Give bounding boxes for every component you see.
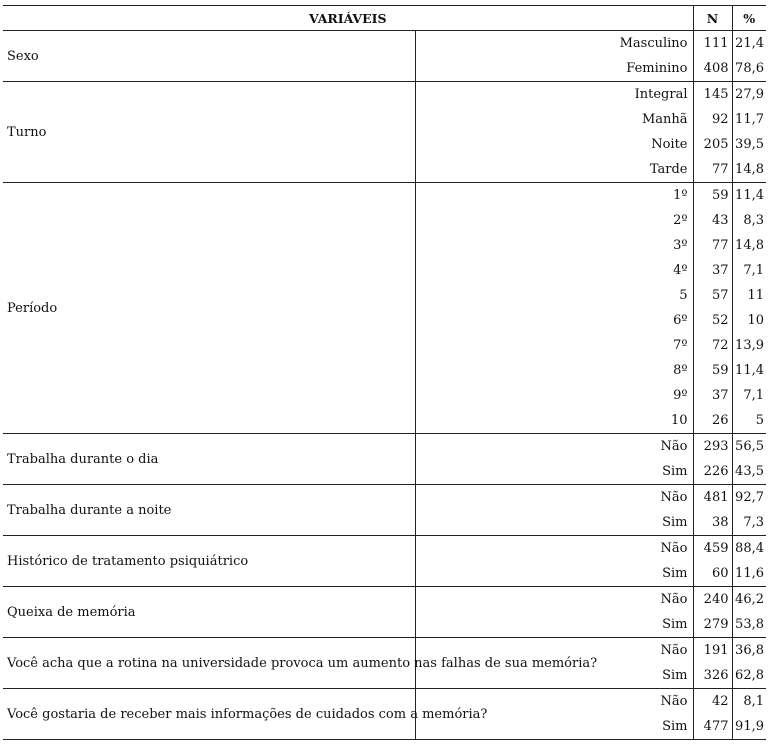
category-cell: 3º: [673, 238, 688, 253]
category-cell: Não: [660, 490, 688, 505]
percent-cell: 56,5: [732, 434, 766, 460]
category-cell: Sim: [415, 663, 693, 689]
percent-cell: 43,5: [732, 459, 766, 485]
table-row: [3, 689, 766, 715]
variable-label: Você acha que a rotina na universidade provoca um aumento nas falhas de sua memória?: [3, 638, 415, 689]
header-variables: VARIÁVEIS: [3, 6, 693, 31]
category-cell: Sim: [415, 459, 693, 485]
variable-label: Trabalha durante a noite: [3, 485, 415, 536]
n-cell: 279: [693, 612, 732, 638]
category-cell: 5: [679, 288, 688, 303]
n-cell: 77: [693, 157, 732, 183]
variable-label: Sexo: [3, 31, 415, 82]
n-cell: 111: [693, 31, 732, 57]
category-cell: Masculino: [619, 36, 688, 51]
variable-label: Turno: [3, 82, 415, 183]
category-cell: Sim: [415, 714, 693, 740]
n-cell: 60: [693, 561, 732, 587]
percent-cell: 62,8: [732, 663, 766, 689]
category-cell: Noite: [651, 137, 688, 152]
category-cell: Manhã: [641, 112, 688, 127]
n-cell: 293: [693, 434, 732, 460]
percent-cell: 10: [732, 308, 766, 333]
category-cell: Não: [660, 541, 688, 556]
n-cell: 72: [693, 333, 732, 358]
percent-cell: 11: [732, 283, 766, 308]
header-row: [3, 6, 766, 31]
n-cell: 326: [693, 663, 732, 689]
table-row: [3, 536, 766, 562]
percent-cell: 91,9: [732, 714, 766, 740]
percent-cell: 8,3: [732, 208, 766, 233]
table-row: [3, 82, 766, 108]
n-cell: 226: [693, 459, 732, 485]
n-cell: 481: [693, 485, 732, 511]
category-cell: Sim: [415, 561, 693, 587]
category-cell: Sim: [415, 510, 693, 536]
percent-cell: 27,9: [732, 82, 766, 108]
header-n: N: [693, 6, 732, 31]
table-row: [3, 587, 766, 613]
n-cell: 42: [693, 689, 732, 715]
category-cell: Sim: [415, 612, 693, 638]
category-cell: 2º: [673, 213, 688, 228]
category-cell: 10: [415, 408, 693, 434]
percent-cell: 36,8: [732, 638, 766, 664]
percent-cell: 46,2: [732, 587, 766, 613]
n-cell: 38: [693, 510, 732, 536]
category-cell: 1º: [673, 188, 688, 203]
variable-label: Queixa de memória: [3, 587, 415, 638]
category-cell: Integral: [634, 87, 688, 102]
n-cell: 408: [693, 56, 732, 82]
category-cell: 4º: [673, 263, 688, 278]
category-cell: Não: [660, 592, 688, 607]
n-cell: 191: [693, 638, 732, 664]
category-cell: Não: [660, 439, 688, 454]
percent-cell: 88,4: [732, 536, 766, 562]
table-row: [3, 434, 766, 460]
n-cell: 43: [693, 208, 732, 233]
n-cell: 145: [693, 82, 732, 108]
n-cell: 52: [693, 308, 732, 333]
category-cell: 8º: [673, 363, 688, 378]
percent-cell: 39,5: [732, 132, 766, 157]
category-cell: 6º: [673, 313, 688, 328]
percent-cell: 21,4: [732, 31, 766, 57]
percent-cell: 5: [732, 408, 766, 434]
percent-cell: 13,9: [732, 333, 766, 358]
percent-cell: 11,6: [732, 561, 766, 587]
percent-cell: 8,1: [732, 689, 766, 715]
n-cell: 240: [693, 587, 732, 613]
category-cell: Feminino: [415, 56, 693, 82]
category-cell: Tarde: [415, 157, 693, 183]
variable-label: Histórico de tratamento psiquiátrico: [3, 536, 415, 587]
n-cell: 59: [693, 358, 732, 383]
percent-cell: 53,8: [732, 612, 766, 638]
n-cell: 205: [693, 132, 732, 157]
category-cell: 7º: [673, 338, 688, 353]
n-cell: 477: [693, 714, 732, 740]
n-cell: 57: [693, 283, 732, 308]
percent-cell: 7,1: [732, 258, 766, 283]
percent-cell: 92,7: [732, 485, 766, 511]
percent-cell: 14,8: [732, 157, 766, 183]
table-row: [3, 638, 766, 664]
category-cell: 9º: [673, 388, 688, 403]
percent-cell: 7,3: [732, 510, 766, 536]
variable-label: Trabalha durante o dia: [3, 434, 415, 485]
variables-table: [3, 5, 766, 740]
table-row: [3, 183, 766, 209]
category-cell: Não: [660, 694, 688, 709]
n-cell: 459: [693, 536, 732, 562]
n-cell: 77: [693, 233, 732, 258]
n-cell: 92: [693, 107, 732, 132]
category-cell: Não: [660, 643, 688, 658]
percent-cell: 11,4: [732, 183, 766, 209]
table-row: [3, 31, 766, 57]
n-cell: 37: [693, 258, 732, 283]
percent-cell: 14,8: [732, 233, 766, 258]
percent-cell: 7,1: [732, 383, 766, 408]
variable-label: Você gostaria de receber mais informações de cuidados com a memória?: [3, 689, 415, 740]
header-percent: %: [732, 6, 766, 31]
percent-cell: 11,7: [732, 107, 766, 132]
n-cell: 37: [693, 383, 732, 408]
table-row: [3, 485, 766, 511]
variable-label: Período: [3, 183, 415, 434]
percent-cell: 78,6: [732, 56, 766, 82]
n-cell: 26: [693, 408, 732, 434]
n-cell: 59: [693, 183, 732, 209]
percent-cell: 11,4: [732, 358, 766, 383]
